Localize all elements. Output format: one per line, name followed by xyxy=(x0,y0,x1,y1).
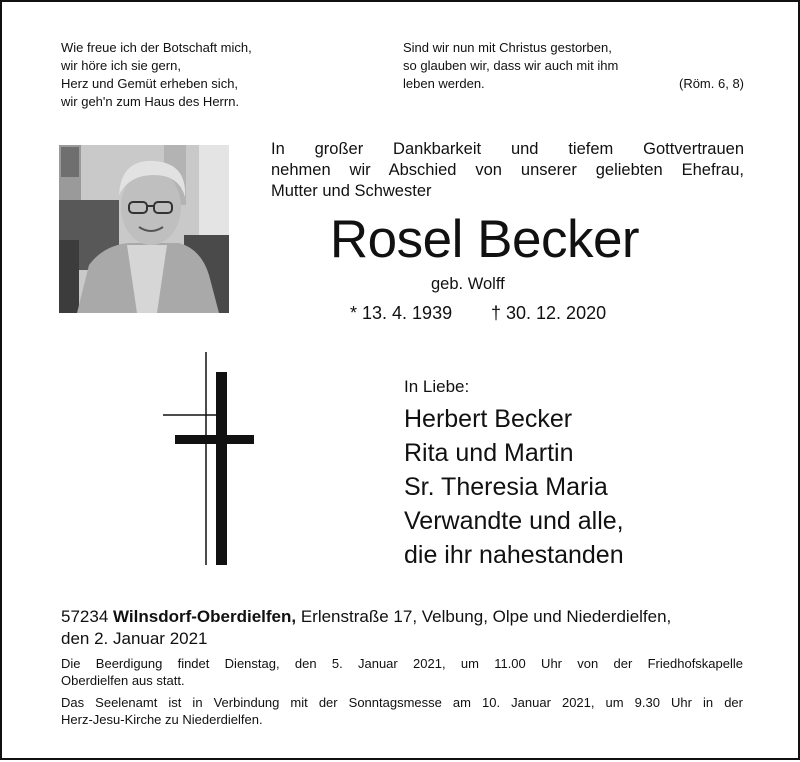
maiden-name: geb. Wolff xyxy=(431,275,505,293)
portrait-photo xyxy=(59,145,229,313)
intro-line: nehmen wir Abschied von unserer geliebten Ehefrau, xyxy=(271,161,744,179)
mourners-list xyxy=(404,376,624,572)
mourner-name: Sr. Theresia Maria xyxy=(404,473,608,501)
mass-notice xyxy=(61,694,743,728)
verse-right xyxy=(403,39,744,93)
town: Wilnsdorf-Oberdielfen, xyxy=(113,607,297,626)
announcement-intro xyxy=(271,139,744,202)
mourners-names xyxy=(404,402,624,572)
mourner-name: Herbert Becker xyxy=(404,405,573,433)
intro-line: Mutter und Schwester xyxy=(271,182,432,200)
location-date xyxy=(61,606,761,650)
notice-line: Oberdielfen aus statt. xyxy=(61,673,185,688)
notice-line: Die Beerdigung findet Dienstag, den 5. Januar 2021, um 11.00 Uhr von der Friedhofskapelle xyxy=(61,656,743,671)
birth-date: * 13. 4. 1939 xyxy=(350,303,453,323)
funeral-notice xyxy=(61,655,743,689)
deceased-name: Rosel Becker xyxy=(329,210,640,269)
verse-left xyxy=(61,39,252,111)
mourner-name: Verwandte und alle, xyxy=(404,507,624,535)
death-date: † 30. 12. 2020 xyxy=(491,303,607,323)
verse-line: Herz und Gemüt erheben sich, xyxy=(61,76,239,91)
mourners-intro: In Liebe: xyxy=(404,377,470,396)
verse-line: leben werden. xyxy=(403,76,485,91)
cross-icon xyxy=(152,347,272,572)
mourner-name: Rita und Martin xyxy=(404,439,574,467)
intro-line: In großer Dankbarkeit und tiefem Gottvertrauen xyxy=(271,140,744,158)
date-line: den 2. Januar 2021 xyxy=(61,629,208,648)
portrait-illustration xyxy=(59,145,229,313)
postal-code: 57234 xyxy=(61,607,109,626)
notice-line: Herz-Jesu-Kirche zu Niederdielfen. xyxy=(61,712,263,727)
verse-reference: (Röm. 6, 8) xyxy=(678,76,744,91)
notice-line: Das Seelenamt ist in Verbindung mit der Sonntagsmesse am 10. Januar 2021, um 9.30 Uhr in der xyxy=(61,695,743,710)
mourner-name: die ihr nahestanden xyxy=(404,541,624,569)
verse-line: wir höre ich sie gern, xyxy=(61,58,181,73)
verse-line: Wie freue ich der Botschaft mich, xyxy=(61,40,252,55)
address: Erlenstraße 17, Velbung, Olpe und Niederdielfen, xyxy=(300,607,672,626)
verse-line: wir geh'n zum Haus des Herrn. xyxy=(61,94,240,109)
verse-line: so glauben wir, dass wir auch mit ihm xyxy=(403,58,619,73)
verse-line: Sind wir nun mit Christus gestorben, xyxy=(403,40,612,55)
